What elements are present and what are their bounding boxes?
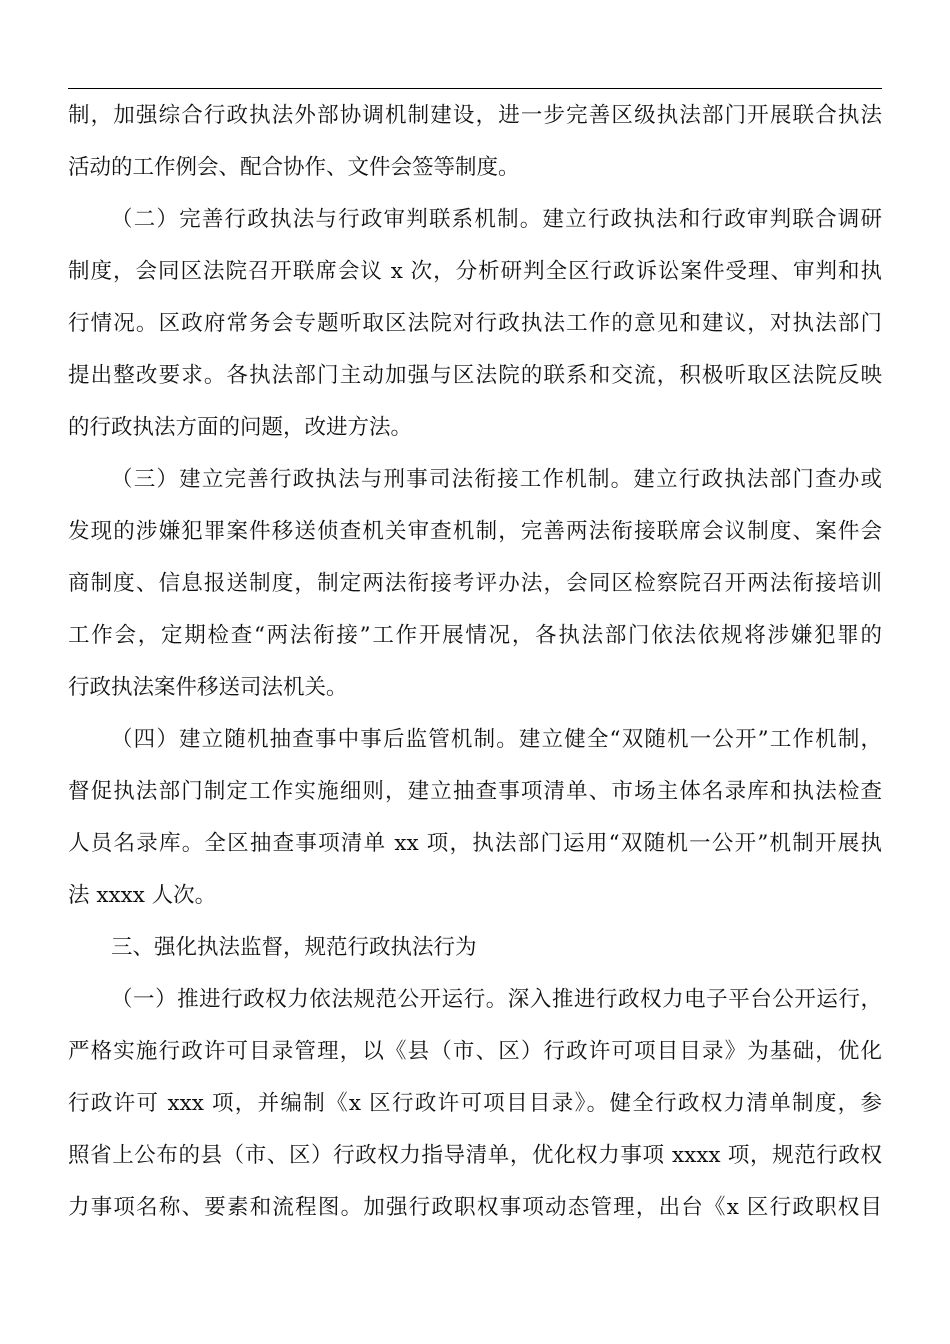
text-line: 力事项名称、要素和流程图。加强行政职权事项动态管理，出台《x 区行政职权目 [68,1195,882,1220]
text-line: 发现的涉嫌犯罪案件移送侦查机关审查机制，完善两法衔接联席会议制度、案件会 [68,519,882,544]
text-line: 严格实施行政许可目录管理，以《县（市、区）行政许可项目目录》为基础，优化 [68,1039,882,1064]
text-line: （三）建立完善行政执法与刑事司法衔接工作机制。建立行政执法部门查办或 [111,467,882,492]
text-line: 督促执法部门制定工作实施细则，建立抽查事项清单、市场主体名录库和执法检查 [68,779,882,804]
text-line: 制，加强综合行政执法外部协调机制建设，进一步完善区级执法部门开展联合执法 [68,103,882,128]
text-line: 提出整改要求。各执法部门主动加强与区法院的联系和交流，积极听取区法院反映 [68,363,882,388]
text-line: 的行政执法方面的问题，改进方法。 [68,415,413,440]
section-heading: 三、强化执法监督，规范行政执法行为 [111,935,477,960]
text-line: （二）完善行政执法与行政审判联系机制。建立行政执法和行政审判联合调研 [111,207,882,232]
text-line: 工作会，定期检查“两法衔接”工作开展情况，各执法部门依法依规将涉嫌犯罪的 [68,623,882,648]
text-line: （四）建立随机抽查事中事后监管机制。建立健全“双随机一公开”工作机制， [111,727,882,752]
text-line: 行政执法案件移送司法机关。 [68,675,348,700]
document-body [68,90,882,1234]
text-line: 法 xxxx 人次。 [68,883,217,908]
text-line: 行情况。区政府常务会专题听取区法院对行政执法工作的意见和建议，对执法部门 [68,311,882,336]
text-line: （一）推进行政权力依法规范公开运行。深入推进行政权力电子平台公开运行， [111,987,882,1012]
text-line: 行政许可 xxx 项，并编制《x 区行政许可项目目录》。健全行政权力清单制度，参 [68,1091,882,1116]
header-rule [68,88,882,89]
text-line: 商制度、信息报送制度，制定两法衔接考评办法，会同区检察院召开两法衔接培训 [68,571,882,596]
text-line: 制度，会同区法院召开联席会议 x 次，分析研判全区行政诉讼案件受理、审判和执 [68,259,882,284]
text-line: 人员名录库。全区抽查事项清单 xx 项，执法部门运用“双随机一公开”机制开展执 [68,831,882,856]
text-line: 活动的工作例会、配合协作、文件会签等制度。 [68,155,520,180]
text-line: 照省上公布的县（市、区）行政权力指导清单，优化权力事项 xxxx 项，规范行政权 [68,1143,882,1168]
